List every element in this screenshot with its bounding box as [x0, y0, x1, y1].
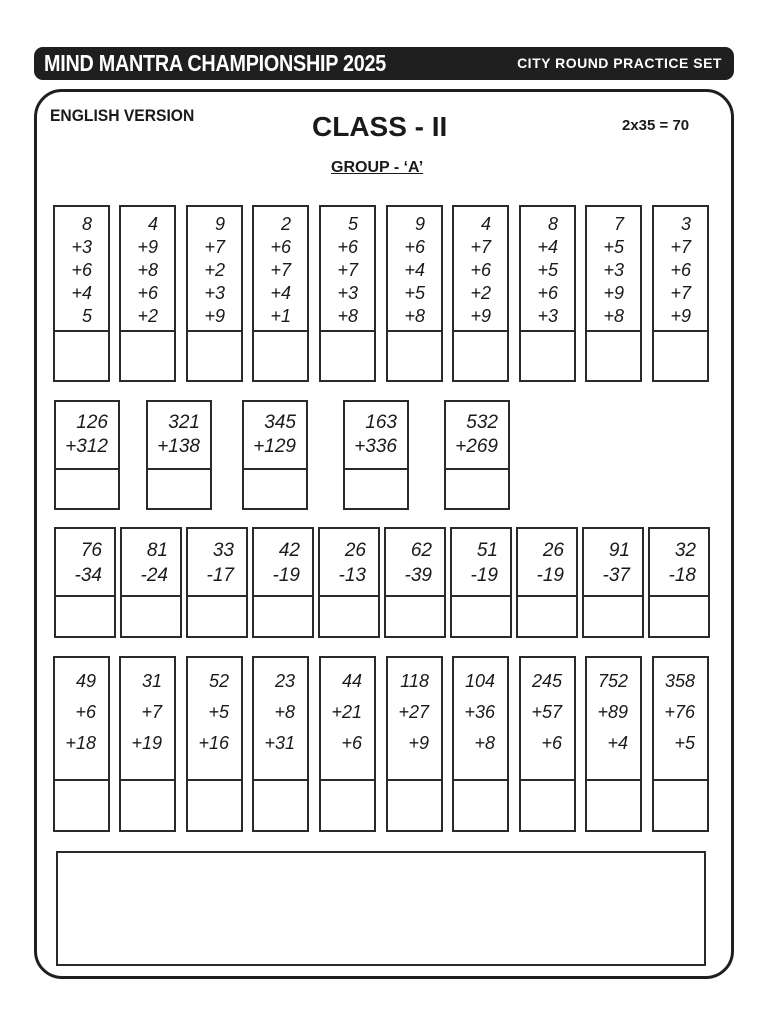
problem-box — [444, 400, 510, 510]
problem-operands — [388, 658, 441, 781]
operand: +3 — [603, 260, 624, 280]
problem-operands — [121, 207, 174, 332]
operand: 26 — [542, 540, 564, 561]
answer-cell[interactable] — [388, 332, 441, 380]
problem-box — [648, 527, 710, 638]
operand: 7 — [613, 214, 624, 234]
operand: 163 — [365, 412, 397, 433]
operand: +4 — [404, 260, 425, 280]
answer-cell[interactable] — [321, 781, 374, 830]
problem-operands — [345, 402, 407, 470]
operand: +6 — [337, 237, 358, 257]
problem-box — [119, 656, 176, 832]
problem-operands — [321, 658, 374, 781]
problem-operands — [55, 658, 108, 781]
championship-title: MIND MANTRA CHAMPIONSHIP 2025 — [44, 50, 387, 76]
operand: +6 — [75, 702, 96, 722]
problem-box — [252, 205, 309, 382]
operand: +9 — [137, 237, 158, 257]
problem-operands — [654, 658, 707, 781]
answer-cell[interactable] — [122, 597, 180, 636]
operand: +7 — [337, 260, 358, 280]
problem-operands — [55, 207, 108, 332]
problem-operands — [148, 402, 210, 470]
operand: 31 — [141, 671, 162, 691]
problem-box — [54, 527, 116, 638]
group-label: GROUP - ‘A’ — [331, 159, 424, 176]
answer-cell[interactable] — [654, 781, 707, 830]
answer-cell[interactable] — [188, 781, 241, 830]
operand: +6 — [341, 733, 362, 753]
answer-cell[interactable] — [254, 332, 307, 380]
problem-operands — [254, 207, 307, 332]
operand: +19 — [131, 733, 162, 753]
operand: +312 — [65, 436, 108, 457]
problem-box — [452, 205, 509, 382]
operand: 532 — [466, 412, 498, 433]
answer-cell[interactable] — [454, 781, 507, 830]
operand: +8 — [474, 733, 495, 753]
problem-box — [384, 527, 446, 638]
operand: -39 — [404, 565, 432, 586]
problem-operands — [654, 207, 707, 332]
operand: 118 — [400, 671, 429, 691]
problem-box — [242, 400, 308, 510]
operand: +8 — [337, 306, 358, 326]
operand: 3 — [680, 214, 691, 234]
operand: +3 — [71, 237, 92, 257]
problem-box — [386, 656, 443, 832]
operand: 8 — [81, 214, 92, 234]
problem-box — [252, 656, 309, 832]
operand: +7 — [670, 237, 691, 257]
answer-cell[interactable] — [518, 597, 576, 636]
problem-operands — [452, 529, 510, 597]
answer-cell[interactable] — [345, 470, 407, 508]
answer-cell[interactable] — [56, 470, 118, 508]
operand: +89 — [597, 702, 628, 722]
answer-cell[interactable] — [521, 332, 574, 380]
operand: +5 — [208, 702, 229, 722]
operand: +2 — [470, 283, 491, 303]
operand: +6 — [670, 260, 691, 280]
problem-operands — [518, 529, 576, 597]
operand: 32 — [674, 540, 696, 561]
problem-operands — [56, 529, 114, 597]
answer-cell[interactable] — [587, 781, 640, 830]
answer-cell[interactable] — [321, 332, 374, 380]
operand: +16 — [198, 733, 229, 753]
answer-cell[interactable] — [386, 597, 444, 636]
problem-box — [186, 205, 243, 382]
operand: -19 — [470, 565, 498, 586]
answer-cell[interactable] — [188, 332, 241, 380]
operand: +21 — [331, 702, 362, 722]
operand: +6 — [470, 260, 491, 280]
operand: +2 — [204, 260, 225, 280]
marks-label: 2x35 = 70 — [622, 117, 690, 134]
operand: -18 — [668, 565, 696, 586]
operand: -37 — [602, 565, 630, 586]
answer-cell[interactable] — [446, 470, 508, 508]
problem-box — [186, 656, 243, 832]
class-title: CLASS - II — [312, 111, 448, 142]
operand: 126 — [76, 412, 108, 433]
answer-cell[interactable] — [254, 597, 312, 636]
operand: 49 — [75, 671, 96, 691]
problem-box — [318, 527, 380, 638]
operand: +6 — [137, 283, 158, 303]
version-label: ENGLISH VERSION — [50, 106, 195, 125]
problem-operands — [388, 207, 441, 332]
operand: +8 — [404, 306, 425, 326]
operand: 76 — [80, 540, 102, 561]
operand: 33 — [212, 540, 234, 561]
operand: 42 — [278, 540, 300, 561]
operand: +2 — [137, 306, 158, 326]
operand: 321 — [168, 412, 200, 433]
operand: +8 — [274, 702, 295, 722]
operand: 62 — [410, 540, 432, 561]
operand: -24 — [140, 565, 168, 586]
operand: +4 — [537, 237, 558, 257]
answer-cell[interactable] — [188, 597, 246, 636]
operand: +9 — [670, 306, 691, 326]
problem-box — [186, 527, 248, 638]
problem-operands — [188, 207, 241, 332]
problem-box — [519, 656, 576, 832]
operand: +7 — [204, 237, 225, 257]
answer-cell[interactable] — [121, 781, 174, 830]
problem-operands — [584, 529, 642, 597]
operand: +7 — [670, 283, 691, 303]
operand: +4 — [607, 733, 628, 753]
problem-box — [585, 656, 642, 832]
operand: 2 — [280, 214, 291, 234]
problem-operands — [121, 658, 174, 781]
operand: +6 — [537, 283, 558, 303]
operand: +3 — [204, 283, 225, 303]
problem-box — [319, 205, 376, 382]
operand: +36 — [464, 702, 495, 722]
problem-box — [146, 400, 212, 510]
answer-cell[interactable] — [650, 597, 708, 636]
operand: 26 — [344, 540, 366, 561]
operand: +8 — [603, 306, 624, 326]
answer-cell[interactable] — [148, 470, 210, 508]
problem-operands — [321, 207, 374, 332]
operand: 752 — [597, 671, 628, 691]
operand: +4 — [71, 283, 92, 303]
problem-operands — [254, 529, 312, 597]
operand: +129 — [253, 436, 296, 457]
problem-box — [119, 205, 176, 382]
problem-operands — [521, 207, 574, 332]
problem-operands — [587, 207, 640, 332]
answer-cell[interactable] — [584, 597, 642, 636]
problem-box — [582, 527, 644, 638]
operand: +18 — [65, 733, 96, 753]
operand: +27 — [398, 702, 429, 722]
operand: 358 — [664, 671, 695, 691]
operand: 51 — [476, 540, 498, 561]
problem-operands — [454, 207, 507, 332]
problem-box — [53, 205, 110, 382]
operand: +4 — [270, 283, 291, 303]
operand: 5 — [81, 306, 92, 326]
operand: 5 — [347, 214, 358, 234]
problem-box — [652, 205, 709, 382]
operand: 245 — [531, 671, 562, 691]
problem-operands — [386, 529, 444, 597]
problem-operands — [188, 658, 241, 781]
problem-box — [450, 527, 512, 638]
answer-cell[interactable] — [452, 597, 510, 636]
problem-box — [652, 656, 709, 832]
operand: 345 — [264, 412, 296, 433]
problem-box — [343, 400, 409, 510]
operand: +7 — [141, 702, 162, 722]
answer-cell[interactable] — [56, 597, 114, 636]
problem-operands — [587, 658, 640, 781]
operand: +1 — [270, 306, 291, 326]
operand: 44 — [341, 671, 362, 691]
operand: 4 — [480, 214, 491, 234]
problem-operands — [320, 529, 378, 597]
answer-cell[interactable] — [254, 781, 307, 830]
problem-box — [452, 656, 509, 832]
operand: 9 — [414, 214, 425, 234]
operand: +9 — [204, 306, 225, 326]
operand: -34 — [74, 565, 102, 586]
operand: +57 — [531, 702, 562, 722]
operand: 4 — [147, 214, 158, 234]
problem-operands — [244, 402, 306, 470]
problem-box — [519, 205, 576, 382]
problem-operands — [122, 529, 180, 597]
operand: +7 — [270, 260, 291, 280]
answer-cell[interactable] — [121, 332, 174, 380]
problem-operands — [188, 529, 246, 597]
operand: +6 — [270, 237, 291, 257]
answer-cell[interactable] — [55, 332, 108, 380]
operand: +76 — [664, 702, 695, 722]
operand: +9 — [603, 283, 624, 303]
operand: +31 — [264, 733, 295, 753]
problem-operands — [650, 529, 708, 597]
operand: 8 — [547, 214, 558, 234]
answer-cell[interactable] — [454, 332, 507, 380]
problem-operands — [521, 658, 574, 781]
operand: -13 — [338, 565, 366, 586]
answer-cell[interactable] — [320, 597, 378, 636]
problem-box — [386, 205, 443, 382]
operand: +6 — [404, 237, 425, 257]
operand: +3 — [537, 306, 558, 326]
answer-cell[interactable] — [388, 781, 441, 830]
answer-cell[interactable] — [654, 332, 707, 380]
operand: +138 — [157, 436, 200, 457]
problem-box — [585, 205, 642, 382]
operand: +6 — [71, 260, 92, 280]
operand: +8 — [137, 260, 158, 280]
problem-operands — [254, 658, 307, 781]
operand: +5 — [674, 733, 695, 753]
problem-operands — [446, 402, 508, 470]
operand: +9 — [408, 733, 429, 753]
operand: +6 — [541, 733, 562, 753]
problem-operands — [56, 402, 118, 470]
operand: 91 — [608, 540, 630, 561]
problem-box — [516, 527, 578, 638]
problem-box — [53, 656, 110, 832]
problem-box — [252, 527, 314, 638]
problem-box — [120, 527, 182, 638]
operand: 104 — [464, 671, 495, 691]
operand: +9 — [470, 306, 491, 326]
operand: +5 — [537, 260, 558, 280]
operand: +5 — [404, 283, 425, 303]
answer-area[interactable] — [56, 851, 706, 966]
operand: +269 — [455, 436, 498, 457]
operand: 52 — [208, 671, 229, 691]
operand: +7 — [470, 237, 491, 257]
problem-box — [54, 400, 120, 510]
operand: -17 — [206, 565, 234, 586]
operand: 9 — [214, 214, 225, 234]
problem-operands — [454, 658, 507, 781]
operand: +5 — [603, 237, 624, 257]
operand: 23 — [274, 671, 295, 691]
operand: +336 — [354, 436, 397, 457]
problem-box — [319, 656, 376, 832]
operand: -19 — [272, 565, 300, 586]
answer-cell[interactable] — [521, 781, 574, 830]
answer-cell[interactable] — [587, 332, 640, 380]
answer-cell[interactable] — [244, 470, 306, 508]
operand: +3 — [337, 283, 358, 303]
header-bar — [34, 47, 734, 80]
operand: 81 — [146, 540, 168, 561]
answer-cell[interactable] — [55, 781, 108, 830]
round-subtitle: CITY ROUND PRACTICE SET — [517, 55, 722, 71]
operand: -19 — [536, 565, 564, 586]
